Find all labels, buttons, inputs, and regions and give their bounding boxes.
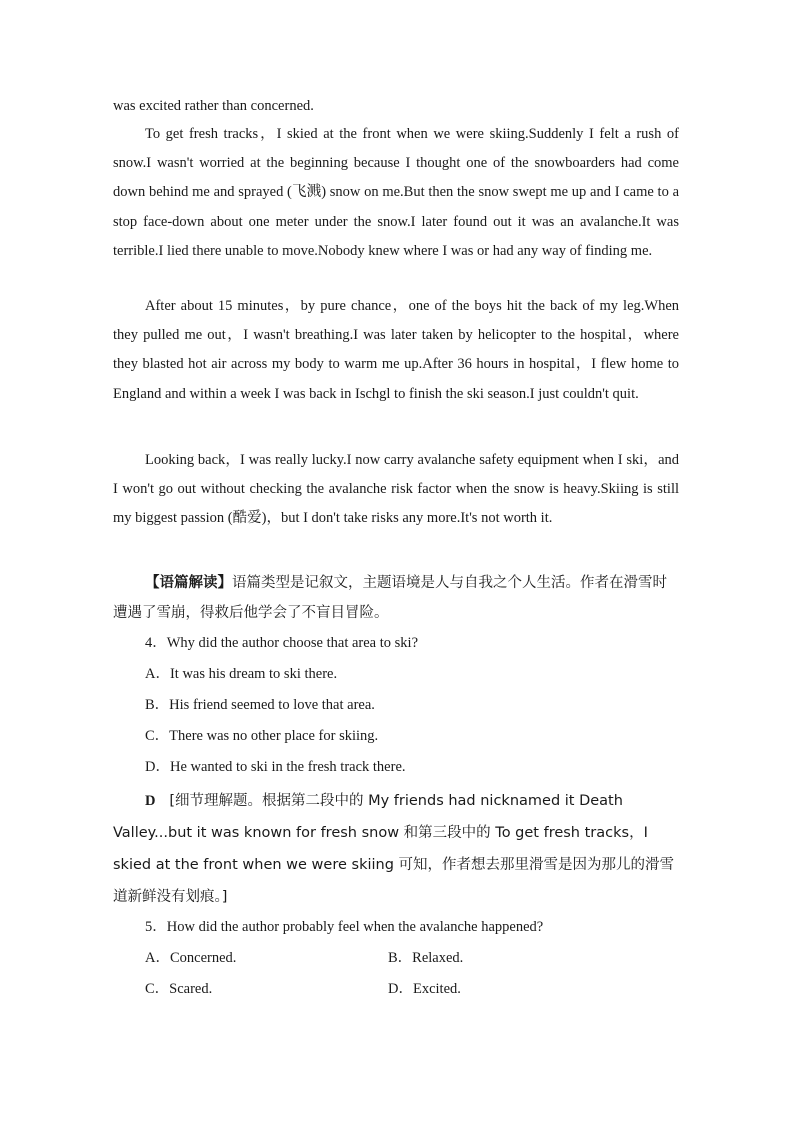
question-5-option-c: C．Scared. xyxy=(145,981,213,997)
passage-paragraph-4: Looking back，I was really lucky.I now carry avalanche safety equipment when I ski，and I won't go out without checking the avalanche risk factor when the snow is heavy.Skiing is still my biggest passion (酷爱)，but I don't take risks any more.It's not worth it. xyxy=(113,452,679,527)
answer-key: D xyxy=(145,793,156,809)
question-5-option-b: B．Relaxed. xyxy=(388,950,464,966)
answer-explanation: [细节理解题。根据第二段中的 My friends had nicknamed it Death Valley...but it was known for fresh snow 和第三段中的 To get fresh tracks，I skied at the front when we were skiing 可知，作者想去那里滑雪是因为那儿的滑雪道新鲜没有划痕。] xyxy=(113,793,675,905)
question-4-answer xyxy=(113,785,679,913)
discourse-analysis xyxy=(113,568,679,628)
question-4-option-a: A．It was his dream to ski there. xyxy=(145,666,338,682)
passage-paragraph-2: To get fresh tracks，I skied at the front when we were skiing.Suddenly I felt a rush of snow.I wasn't worried at the beginning because I thought one of the snowboarders had come down behind me and sprayed (飞溅) snow on me.But then the snow swept me up and I came to a stop face-down about one meter under the snow.I later found out it was an avalanche.It was terrible.I lied there unable to move.Nobody knew where I was or had any way of finding me. xyxy=(113,126,679,259)
question-4-stem: 4．Why did the author choose that area to ski? xyxy=(145,635,419,651)
question-4-option-d: D．He wanted to ski in the fresh track there. xyxy=(145,759,406,775)
passage-paragraph-3: After about 15 minutes，by pure chance，one of the boys hit the back of my leg.When they pulled me out，I wasn't breathing.I was later taken by helicopter to the hospital，where they blasted hot air across my body to warm me up.After 36 hours in hospital，I flew home to England and within a week I was back in Ischgl to finish the ski season.I just couldn't quit. xyxy=(113,298,679,402)
question-5-stem: 5．How did the author probably feel when the avalanche happened? xyxy=(145,919,544,935)
question-5-option-d: D．Excited. xyxy=(388,981,461,997)
question-5-option-a: A．Concerned. xyxy=(145,950,237,966)
passage-paragraph-1: was excited rather than concerned. xyxy=(113,98,314,114)
question-4-option-c: C．There was no other place for skiing. xyxy=(145,728,379,744)
question-4-option-b: B．His friend seemed to love that area. xyxy=(145,697,375,713)
analysis-tag: 【语篇解读】 xyxy=(145,575,232,591)
analysis-text: 语篇类型是记叙文，主题语境是人与自我之个人生活。作者在滑雪时遭遇了雪崩，得救后他学会了不盲目冒险。 xyxy=(113,575,667,621)
